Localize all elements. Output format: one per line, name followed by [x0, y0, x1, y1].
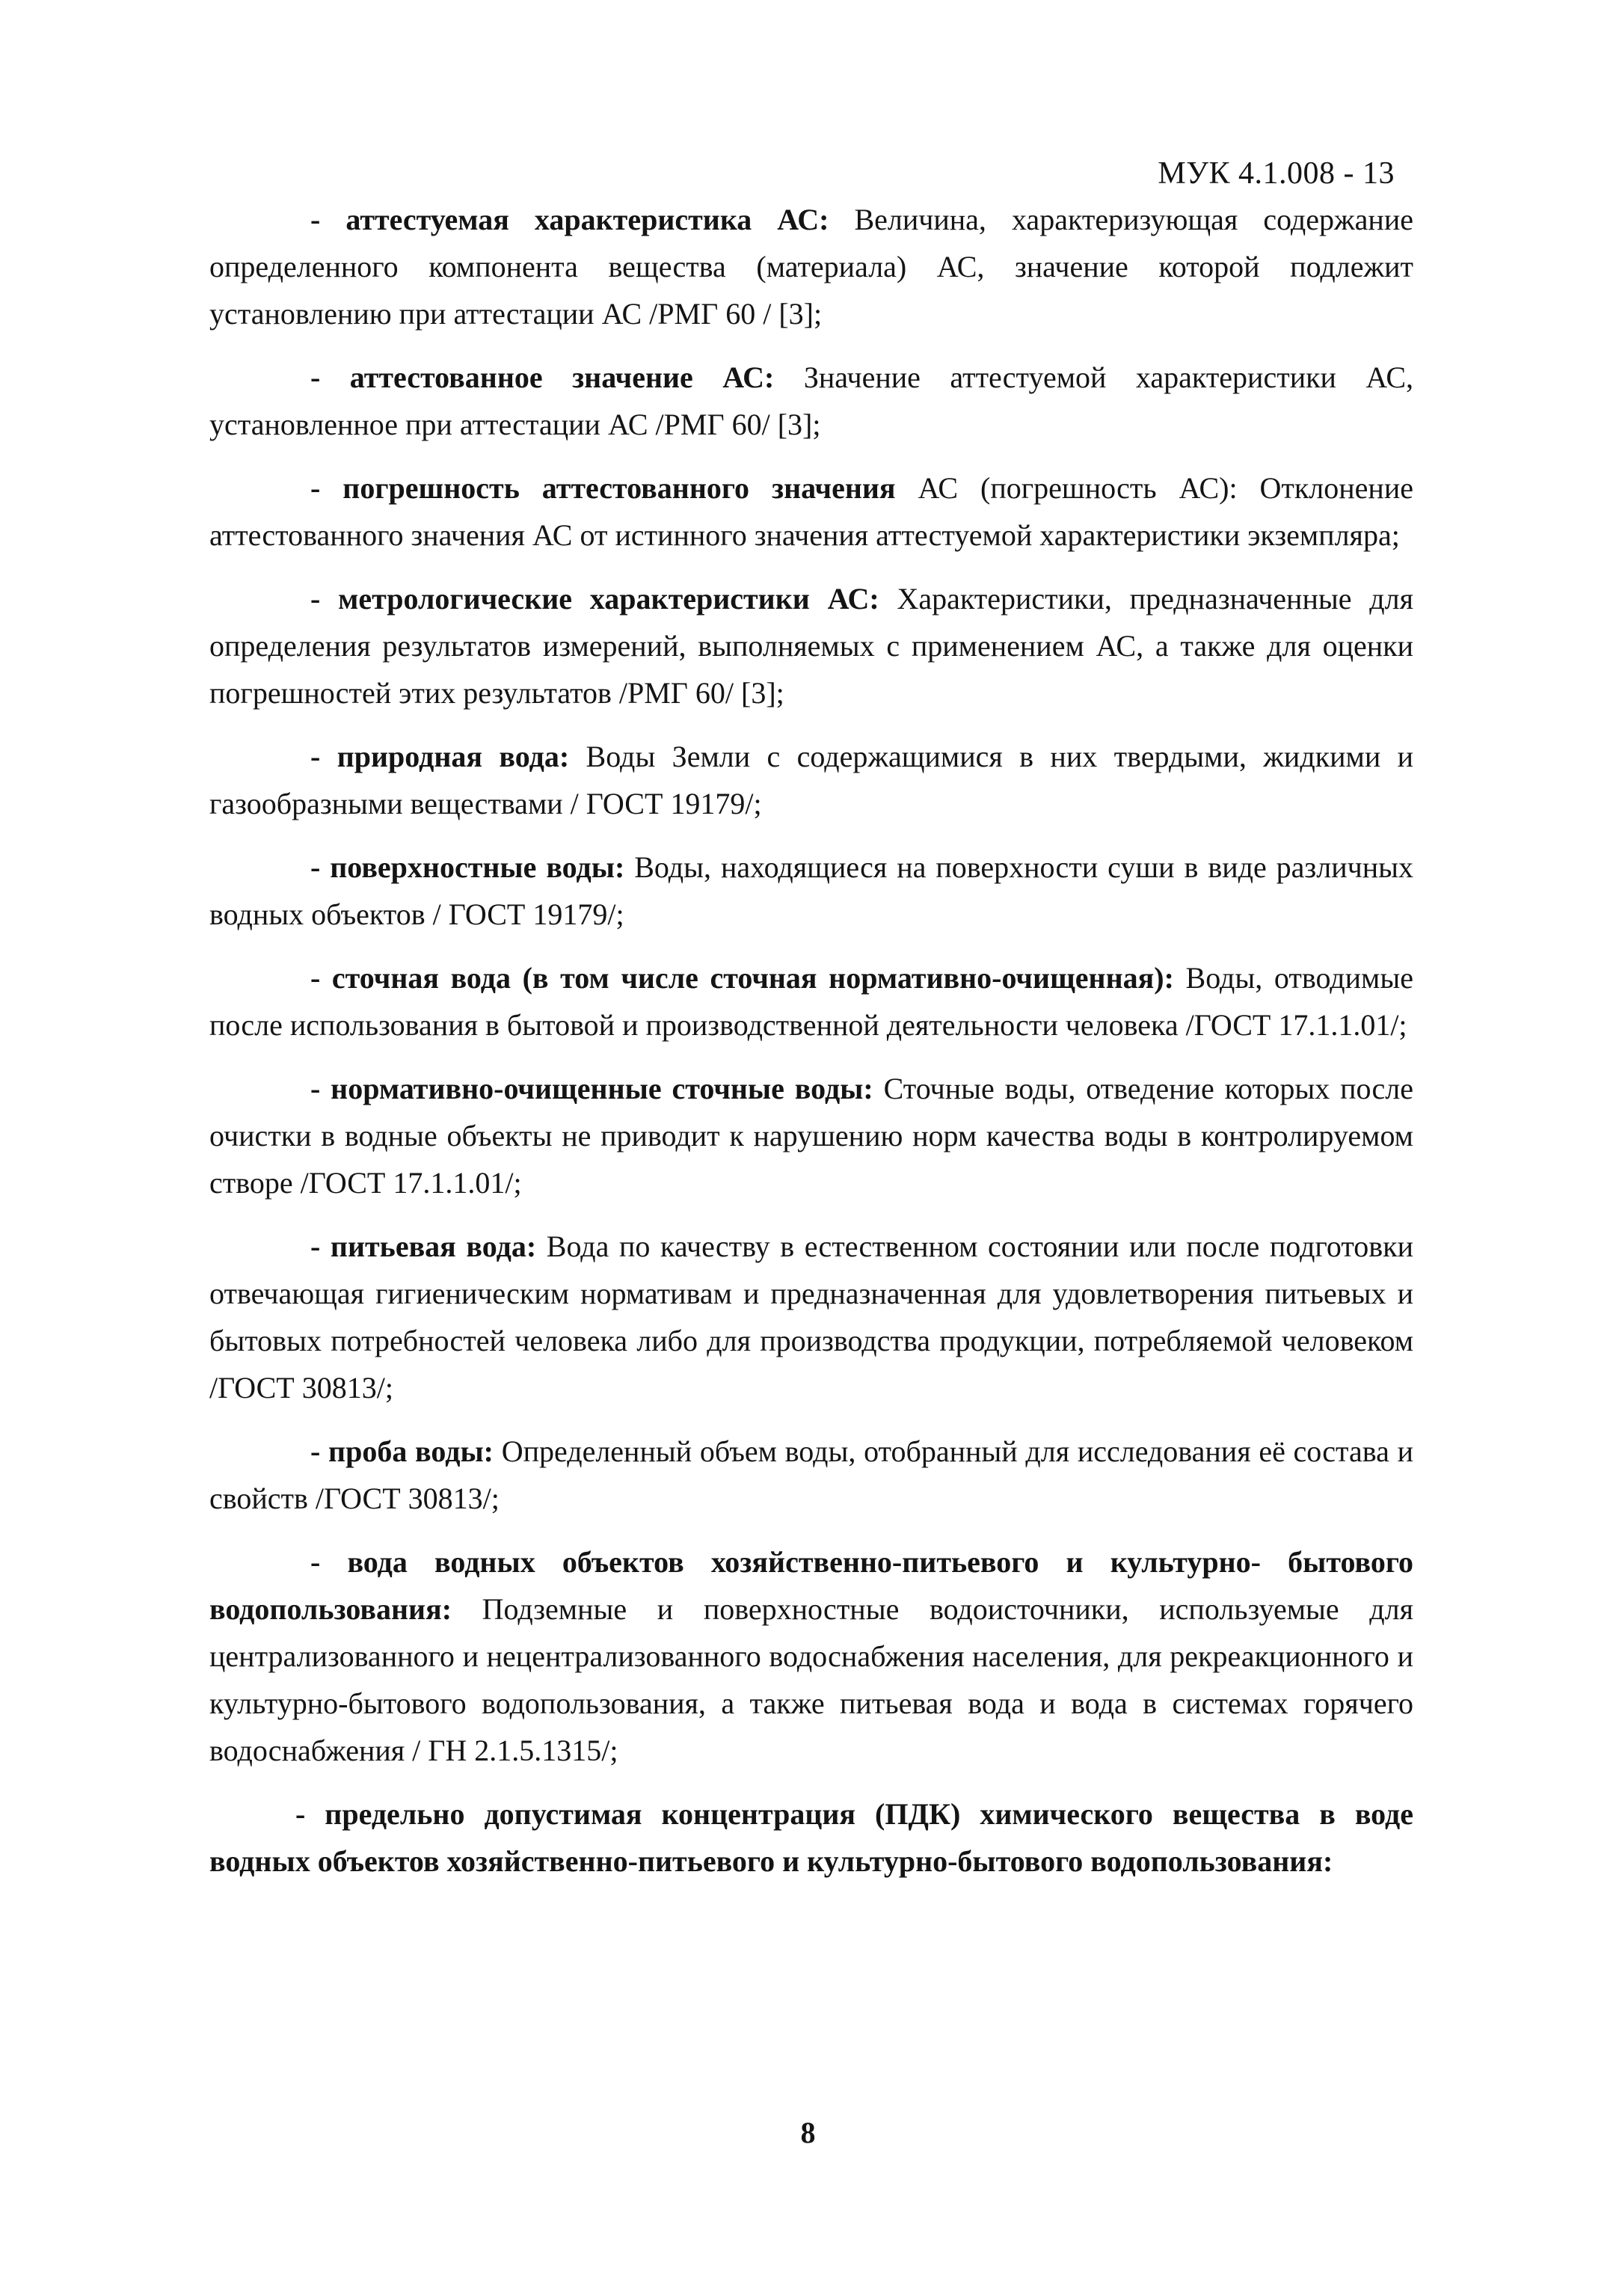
definition-text: Вода по качеству в естественном состоянии или после подготовки отвечающая гигиеническим нормативам и предназначенная для удовлетворения питьевых и бытовых потребностей человека либо для производства продукции, потребляемой человеком /ГОСТ 30813/;: [209, 1230, 1413, 1405]
page-number: 8: [800, 2116, 816, 2149]
definition-term: - аттестуемая характеристика АС:: [310, 203, 829, 236]
definition-term: - поверхностные воды:: [310, 850, 625, 884]
definition-term: - аттестованное значение АС:: [310, 360, 775, 394]
definition-text: Определенный объем воды, отобранный для исследования её состава и свойств /ГОСТ 30813/;: [209, 1434, 1413, 1515]
definition-term: - вода водных объектов хозяйственно-питьевого и культурно- бытового водопользования:: [209, 1545, 1413, 1626]
definition-entry: [209, 575, 1413, 716]
definition-term: - сточная вода (в том числе сточная нормативно-очищенная):: [310, 961, 1174, 995]
definition-entry: [209, 196, 1413, 337]
definition-text: Воды, находящиеся на поверхности суши в виде различных водных объектов / ГОСТ 19179/;: [209, 850, 1414, 931]
definition-entry: [209, 954, 1413, 1049]
definition-text: Воды Земли с содержащимися в них твердыми, жидкими и газообразными веществами / ГОСТ 19179/;: [209, 740, 1413, 820]
definition-term: - нормативно-очищенные сточные воды:: [310, 1072, 873, 1105]
definition-entry: [209, 1428, 1413, 1522]
definition-term: - питьевая вода:: [310, 1230, 537, 1263]
definition-text: Воды, отводимые после использования в бытовой и производственной деятельности человека /ГОСТ 17.1.1.01/;: [209, 961, 1413, 1042]
definition-entry: [209, 464, 1413, 559]
definition-text: Сточные воды, отведение которых после очистки в водные объекты не приводит к нарушению норм качества воды в контролируемом створе /ГОСТ 17.1.1.01/;: [209, 1072, 1413, 1200]
definition-term: - погрешность аттестованного значения: [310, 471, 896, 505]
definition-entry: [209, 1790, 1413, 1885]
definition-entry: [209, 844, 1413, 938]
definition-text: АС (погрешность АС): Отклонение аттестованного значения АС от истинного значения аттестуемой характеристики экземпляра;: [209, 471, 1413, 552]
definition-term: - природная вода:: [310, 740, 570, 773]
definition-term: - метрологические характеристики АС:: [310, 582, 879, 616]
definition-term: - проба воды:: [310, 1434, 494, 1468]
definition-entry: [209, 1223, 1413, 1411]
definition-entry: [209, 1065, 1413, 1206]
definitions-body: [209, 196, 1413, 1901]
definition-text: Подземные и поверхностные водоисточники, используемые для централизованного и нецентрализованного водоснабжения населения, для рекреакционного и культурно-бытового водопользования, а также питьевая вода и вода в системах горячего водоснабжения / ГН 2.1.5.1315/;: [209, 1592, 1413, 1767]
definition-text: Величина, характеризующая содержание определенного компонента вещества (материала) АС, значение которой подлежит установлению при аттестации АС /РМГ 60 / [3];: [209, 203, 1413, 331]
definition-entry: [209, 733, 1413, 827]
definition-entry: [209, 354, 1413, 448]
document-code-header: МУК 4.1.008 - 13: [1158, 156, 1395, 191]
definition-text: Значение аттестуемой характеристики АС, установленное при аттестации АС /РМГ 60/ [3];: [209, 360, 1413, 441]
definition-term: - предельно допустимая концентрация (ПДК) химического вещества в воде водных объектов хозяйственно-питьевого и культурно-бытового водопользования:: [209, 1797, 1413, 1878]
definition-entry: [209, 1538, 1413, 1774]
definition-text: Характеристики, предназначенные для определения результатов измерений, выполняемых с применением АС, а также для оценки погрешностей этих результатов /РМГ 60/ [3];: [209, 582, 1413, 710]
